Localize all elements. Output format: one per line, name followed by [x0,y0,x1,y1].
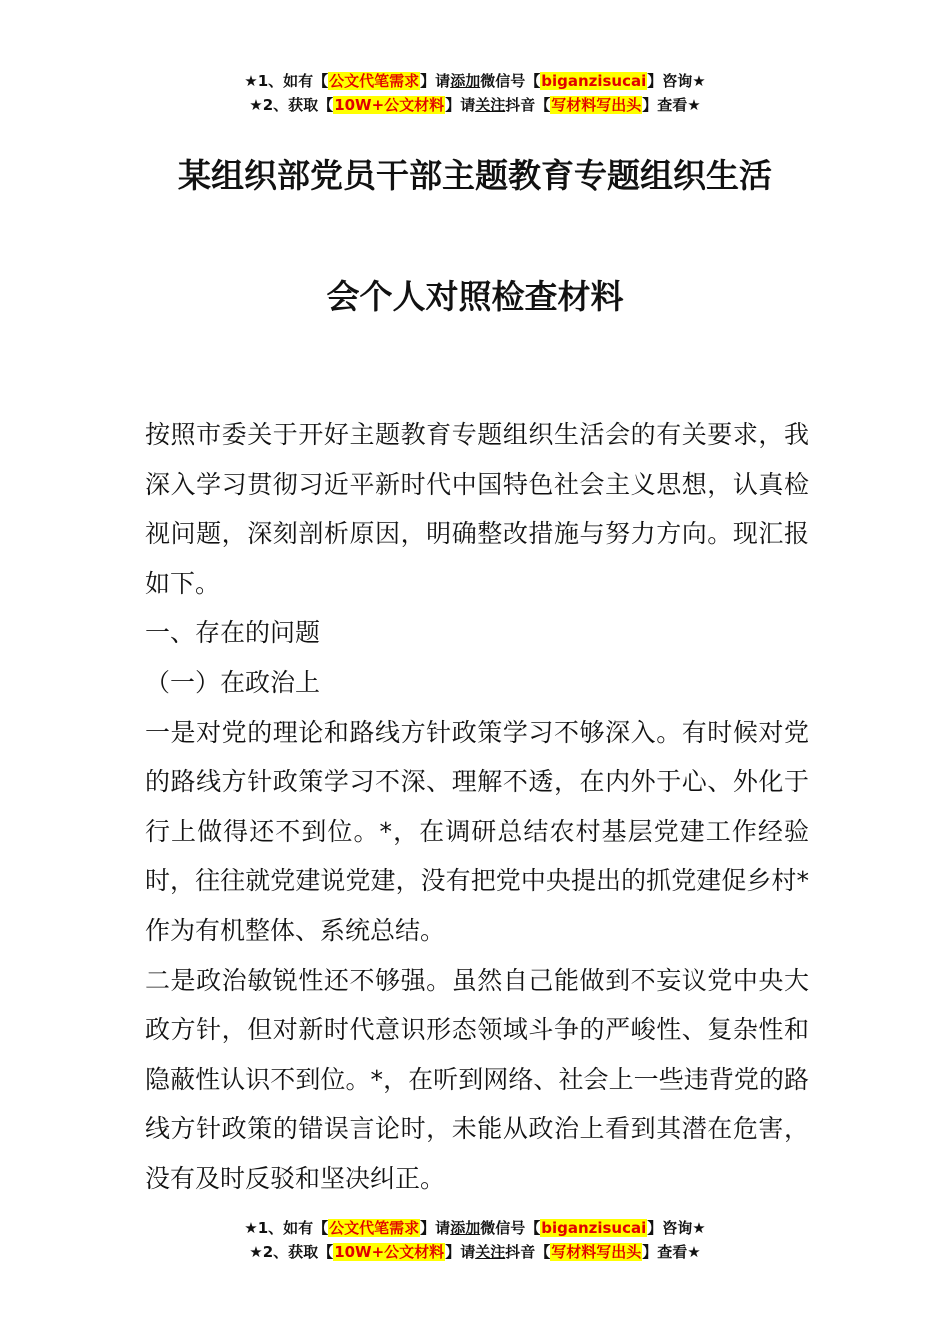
banner-line-1 [0,1216,950,1240]
banner-text: 抖音【 [505,1243,551,1261]
document-title-line-2: 会个人对照检查材料 [326,277,624,316]
banner-text: 】请 [420,1219,451,1237]
banner-highlight: 公文代笔需求 [329,1219,420,1237]
banner-line-2 [0,1240,950,1264]
banner-text: ★2、获取【 [249,1243,334,1261]
banner-text: ★2、获取【 [249,96,334,114]
banner-highlight: 10W+公文材料 [334,96,445,114]
banner-text: 】咨询★ [647,1219,706,1237]
banner-highlight: biganzisucai [541,1219,647,1237]
point-paragraph-1: 一是对党的理论和路线方针政策学习不够深入。有时候对党的路线方针政策学习不深、理解不透，在内外于心、外化于行上做得还不到位。*，在调研总结农村基层党建工作经验时，往往就党建说党建，没有把党中央提出的抓党建促乡村*作为有机整体、系统总结。 [145,717,809,945]
intro-paragraph: 按照市委关于开好主题教育专题组织生活会的有关要求，我深入学习贯彻习近平新时代中国特色社会主义思想，认真检视问题，深刻剖析原因，明确整改措施与努力方向。现汇报如下。 [145,420,809,598]
banner-text: ★1、如有【 [244,1219,329,1237]
banner-highlight: 10W+公文材料 [334,1243,445,1261]
banner-highlight: biganzisucai [541,72,647,90]
banner-text: 抖音【 [505,96,551,114]
banner-highlight: 公文代笔需求 [329,72,420,90]
subsection-heading: （一）在政治上 [145,667,321,697]
footer-banner [0,1216,950,1264]
point-paragraph-2: 二是政治敏锐性还不够强。虽然自己能做到不妄议党中央大政方针，但对新时代意识形态领域斗争的严峻性、复杂性和隐蔽性认识不到位。*，在听到网络、社会上一些违背党的路线方针政策的错误言论时，未能从政治上看到其潜在危害，没有及时反驳和坚决纠正。 [145,965,809,1193]
banner-underline: 关注 [475,96,506,114]
banner-text: 】请 [420,72,451,90]
banner-text: 】请 [445,1243,476,1261]
document-title-line-1: 某组织部党员干部主题教育专题组织生活 [178,156,772,195]
banner-text: 微信号【 [480,1219,541,1237]
banner-text: 】请 [445,96,476,114]
banner-text: 】查看★ [642,1243,701,1261]
banner-line-2 [0,93,950,117]
document-body [145,410,809,1204]
banner-line-1 [0,69,950,93]
banner-text: 】咨询★ [647,72,706,90]
banner-text: 微信号【 [480,72,541,90]
banner-text: ★1、如有【 [244,72,329,90]
header-banner [0,69,950,117]
banner-text: 】查看★ [642,96,701,114]
section-heading: 一、存在的问题 [145,618,321,648]
banner-underline: 关注 [475,1243,506,1261]
banner-highlight: 写材料写出头 [551,1243,642,1261]
banner-underline: 添加 [450,1219,481,1237]
banner-highlight: 写材料写出头 [551,96,642,114]
banner-underline: 添加 [450,72,481,90]
